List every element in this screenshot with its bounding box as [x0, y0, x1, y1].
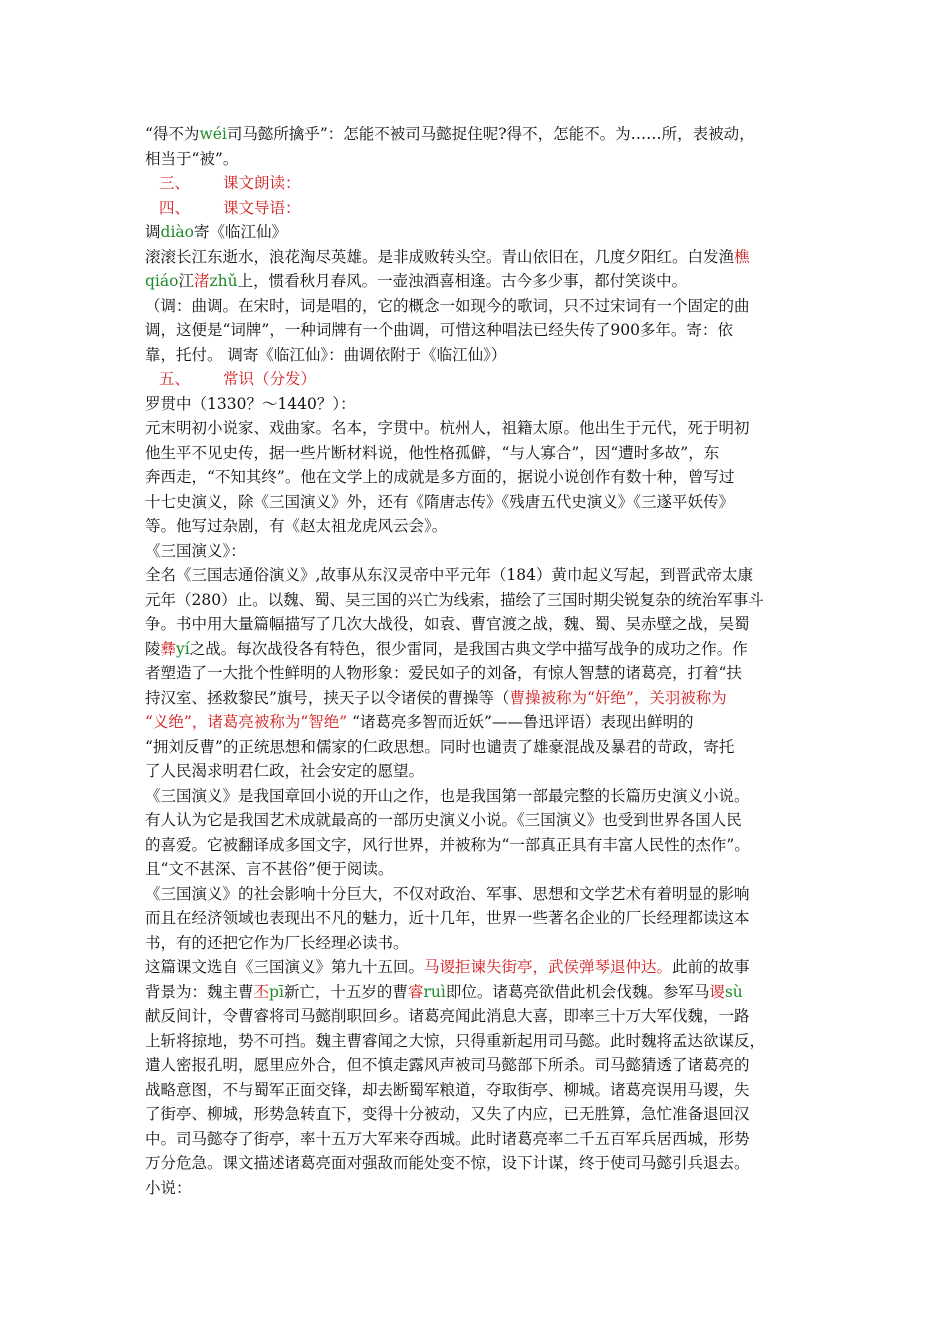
pinyin: sù: [724, 982, 743, 1001]
novel-line: 有人认为它是我国艺术成就最高的一部历史演义小说。《三国演义》也受到世界各国人民: [145, 811, 742, 829]
background-line: 这篇课文选自《三国演义》第九十五回。马谡拒谏失街亭，武侯弹琴退仲达。此前的故事: [145, 958, 750, 976]
novel-line: 《三国演义》是我国章回小说的开山之作，也是我国第一部最完整的长篇历史演义小说。: [145, 786, 750, 805]
novel-line: “拥刘反曹”的正统思想和儒家的仁政思想。同时也谴责了雄豪混战及暴君的苛政，寄托: [145, 737, 735, 756]
poem-note-line: 调，这便是“词牌”，一种词牌有一个曲调，可惜这种唱法已经失传了900多年。寄：依: [145, 321, 733, 339]
poem-title: 调diào寄《临江仙》: [145, 223, 287, 241]
novel-line: 争。书中用大量篇幅描写了几次大战役，如袁、曹官渡之战，魏、蜀、吴赤壁之战，吴蜀: [145, 615, 750, 633]
poem-note-line: 靠，托付。 调寄《临江仙》：曲调依附于《临江仙》）: [145, 345, 507, 364]
novel-line: 且“文不甚深、言不甚俗”便于阅读。: [145, 860, 394, 878]
section-heading-3: 三、 课文朗读：: [159, 174, 301, 192]
background-line: 战略意图，不与蜀军正面交锋，却去断蜀军粮道，夺取街亭、柳城。诸葛亮误用马谡，失: [145, 1080, 750, 1099]
novel-line: 持汉室、拯救黎民”旗号，挟天子以令诸侯的曹操等（曹操被称为“奸绝”，关羽被称为: [145, 688, 727, 707]
background-line: 献反间计，令曹睿将司马懿削职回乡。诸葛亮闻此消息大喜，即率三十万大军伐魏，一路: [145, 1007, 750, 1025]
author-heading: 罗贯中（1330？～1440？）：: [145, 394, 356, 413]
pinyin: qiáo: [145, 272, 179, 290]
novel-line: 陵彝yí之战。每次战役各有特色，很少雷同，是我国古典文学中描写战争的成功之作。作: [145, 639, 748, 658]
author-line: 他生平不见史传，据一些片断材料说，他性格孤僻，“与人寡合”，因“遭时多故”，东: [145, 443, 720, 462]
novel-line: 全名《三国志通俗演义》,故事从东汉灵帝中平元年（184）黄巾起义写起，到晋武帝太康: [145, 566, 754, 584]
novel-line: 者塑造了一大批个性鲜明的人物形象：爱民如子的刘备，有惊人智慧的诸葛亮，打着“扶: [145, 664, 742, 682]
author-line: 十七史演义，除《三国演义》外，还有《隋唐志传》《残唐五代史演义》《三遂平妖传》: [145, 492, 735, 511]
novel-line: 《三国演义》的社会影响十分巨大，不仅对政治、军事、思想和文学艺术有着明显的影响: [145, 884, 750, 903]
pinyin: yí: [176, 639, 190, 658]
novel-line: 而且在经济领域也表现出不凡的魅力，近十几年，世界一些著名企业的厂长经理都读这本: [145, 909, 750, 927]
pinyin: ruì: [423, 982, 446, 1001]
novel-line: 的喜爱。它被翻译成多国文字，风行世界，并被称为“一部真正具有丰富人民性的杰作”。: [145, 835, 750, 854]
background-line: 背景为：魏主曹丕pī新亡，十五岁的曹睿ruì即位。诸葛亮欲借此机会伐魏。参军马谡sù: [145, 982, 743, 1001]
background-line: 中。司马懿夺了街亭，率十五万大军来夺西城。此时诸葛亮率二千五百军兵居西城，形势: [145, 1129, 750, 1148]
author-line: 等。他写过杂剧，有《赵太祖龙虎风云会》。: [145, 517, 448, 535]
background-line: 小说：: [145, 1178, 192, 1197]
background-line: 遣人密报孔明，愿里应外合，但不慎走露风声被司马懿部下所杀。司马懿猜透了诸葛亮的: [145, 1056, 750, 1074]
poem-line: qiáo江渚zhǔ上，惯看秋月春风。一壶浊酒喜相逢。古今多少事，都付笑谈中。: [145, 272, 688, 290]
novel-line: 了人民渴求明君仁政，社会安定的愿望。: [145, 762, 425, 780]
section-heading-4: 四、 课文导语：: [159, 198, 301, 217]
novel-line: 元年（280）止。以魏、蜀、吴三国的兴亡为线索，描绘了三国时期尖锐复杂的统治军事斗: [145, 590, 764, 609]
background-line: 万分危急。课文描述诸葛亮面对强敌而能处变不惊，设下计谋，终于使司马懿引兵退去。: [145, 1154, 750, 1172]
novel-line: “义绝”，诸葛亮被称为“智绝” “诸葛亮多智而近妖”——鲁迅评语）表现出鲜明的: [145, 713, 694, 731]
paragraph-line: “得不为wéi司马懿所擒乎”：怎能不被司马懿捉住呢?得不，怎能不。为……所，表被动，: [145, 125, 755, 143]
section-heading-5: 五、 常识（分发）: [159, 370, 317, 388]
document-page: [145, 122, 810, 1200]
background-line: 上斩将掠地，势不可挡。魏主曹睿闻之大惊，只得重新起用司马懿。此时魏将孟达欲谋反，: [145, 1031, 766, 1050]
novel-heading: 《三国演义》：: [145, 541, 246, 560]
author-line: 奔西走，“不知其终”。他在文学上的成就是多方面的，据说小说创作有数十种，曾写过: [145, 468, 735, 486]
pinyin: zhǔ: [209, 272, 238, 290]
poem-note-line: （调：曲调。在宋时，词是唱的，它的概念一如现今的歌词，只不过宋词有一个固定的曲: [145, 296, 750, 315]
pinyin: wéi: [199, 125, 227, 143]
background-line: 了街亭、柳城，形势急转直下，变得十分被动，又失了内应，已无胜算，急忙准备退回汉: [145, 1105, 750, 1123]
novel-line: 书，有的还把它作为厂长经理必读书。: [145, 933, 409, 952]
paragraph-line: 相当于“被”。: [145, 149, 239, 168]
pinyin: pī: [269, 982, 284, 1001]
pinyin: diào: [160, 223, 194, 241]
poem-line: 滚滚长江东逝水，浪花淘尽英雄。是非成败转头空。青山依旧在，几度夕阳红。白发渔樵: [145, 247, 750, 266]
author-line: 元末明初小说家、戏曲家。名本，字贯中。杭州人，祖籍太原。他出生于元代，死于明初: [145, 419, 750, 437]
